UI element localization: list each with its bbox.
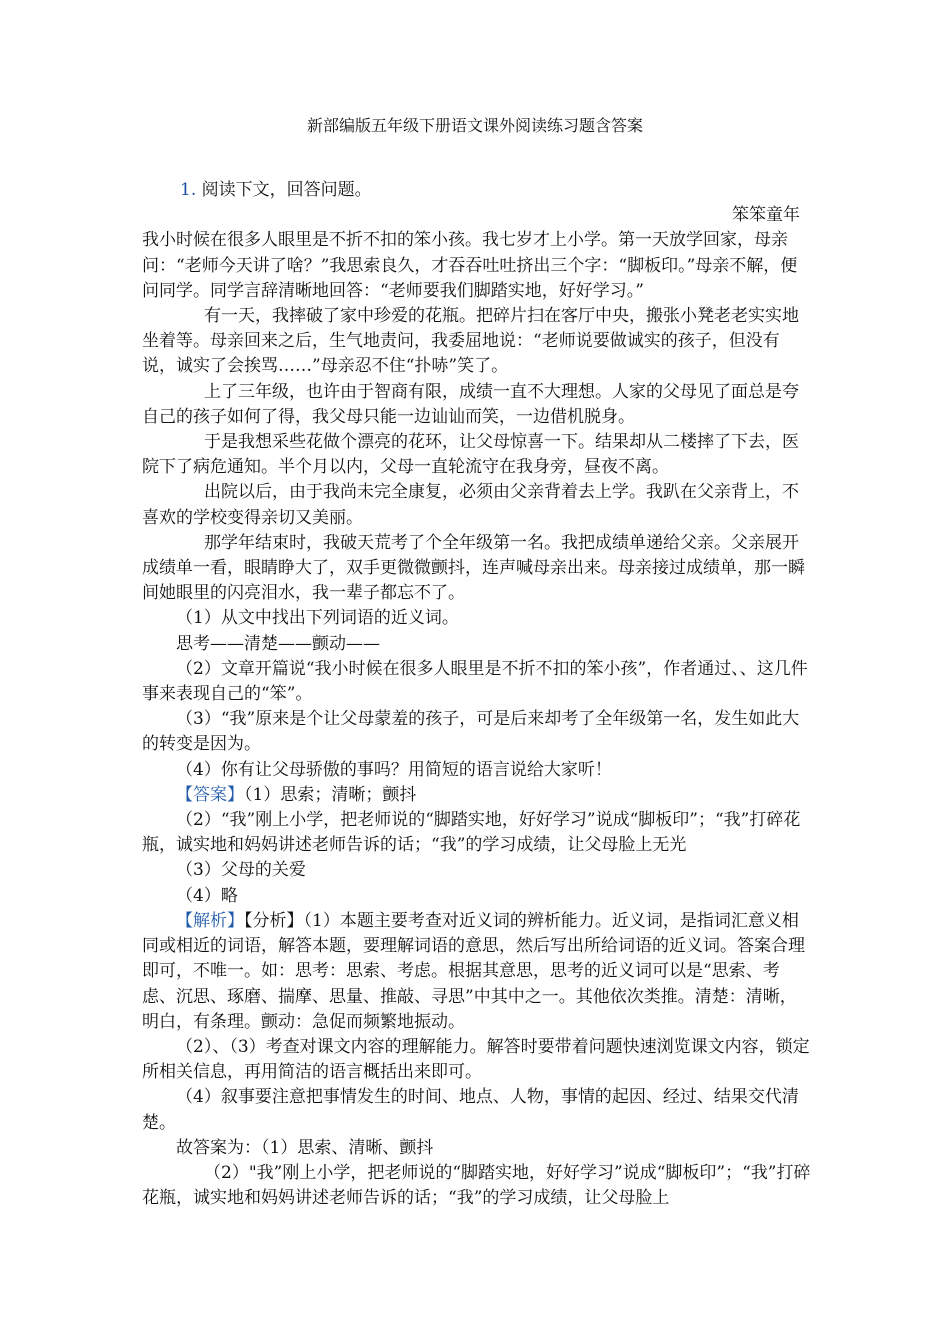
analysis-4: 故答案为：（1）思索、清晰、颤抖 [176, 1137, 434, 1158]
analysis-3: （4）叙事要注意把事情发生的时间、地点、人物，事情的起因、经过、结果交代清楚。 [142, 1087, 799, 1133]
analysis-2: （2）、（3）考查对课文内容的理解能力。解答时要带着问题快速浏览课文内容，锁定所相关信息，再用简洁的语言概括出来即可。 [142, 1036, 810, 1083]
analysis-tag: 【解析】 [176, 910, 244, 931]
analysis-1-text: 【分析】（1）本题主要考查对近义词的辨析能力。近义词，是指词汇意义相同或相近的词语，解答本题，要理解词语的意思，然后写出所给词语的近义词。答案合理即可，不唯一。如：思考：思索、考虑。根据其意思，思考的近义词可以是“思索、考虑、沉思、琢磨、揣摩、思量、推敲、寻思”中其中之一。其他依次类推。清楚：清晰，明白，有条理。颤动：急促而频繁地振动。 [142, 910, 805, 1032]
story-paragraph-2: 有一天，我摔破了家中珍爱的花瓶。把碎片扫在客厅中央，搬张小凳老老实实地坐着等。母亲回来之后，生气地责问，我委屈地说：“老师说要做诚实的孩子，但没有说，诚实了会挨骂……”母亲忍不住“扑哧”笑了。 [142, 306, 799, 377]
story-paragraph-3: 上了三年级，也许由于智商有限，成绩一直不大理想。人家的父母见了面总是夸自己的孩子如何了得，我父母只能一边讪讪而笑，一边借机脱身。 [142, 381, 799, 427]
answer-4: （4）略 [176, 885, 238, 906]
subquestion-4: （4）你有让父母骄傲的事吗？用简短的语言说给大家听！ [176, 759, 612, 780]
story-title: 笨笨童年 [732, 205, 800, 226]
document-body [142, 178, 812, 1211]
story-paragraph-6: 那学年结束时，我破天荒考了个全年级第一名。我把成绩单递给父亲。父亲展开成绩单一看，眼睛睁大了，双手更微微颤抖，连声喊母亲出来。母亲接过成绩单，那一瞬间她眼里的闪亮泪水，我一辈子都忘不了。 [142, 532, 805, 604]
answer-tag: 【答案】 [176, 784, 244, 805]
analysis-5: （2）"我”刚上小学，把老师说的“脚踏实地，好好学习”说成“脚板印”；“我”打碎花瓶，诚实地和妈妈讲述老师告诉的话；“我”的学习成绩，让父母脸上 [142, 1162, 811, 1209]
answer-1-text: （1）思索；清晰；颤抖 [244, 784, 417, 805]
document-title: 新部编版五年级下册语文课外阅读练习题含答案 [306, 116, 643, 135]
answer-2: （2）“我”刚上小学，把老师说的“脚踏实地，好好学习”说成“脚板印”；“我”打碎花瓶，诚实地和妈妈讲述老师告诉的话；“我”的学习成绩，让父母脸上无光 [142, 810, 801, 856]
answer-3: （3）父母的关爱 [176, 860, 306, 881]
answer-1 [142, 783, 812, 808]
story-paragraph-4: 于是我想采些花做个漂亮的花环，让父母惊喜一下。结果却从二楼摔了下去，医院下了病危通知。半个月以内，父母一直轮流守在我身旁，昼夜不离。 [142, 432, 799, 478]
subquestion-2: （2）文章开篇说“我小时候在很多人眼里是不折不扣的笨小孩”，作者通过、、这几件事来表现自己的“笨”。 [142, 658, 808, 705]
subquestion-1-words: 思考——清楚——颤动—— [176, 633, 380, 654]
story-paragraph-5: 出院以后，由于我尚未完全康复，必须由父亲背着去上学。我趴在父亲背上，不喜欢的学校变得亲切又美丽。 [142, 482, 799, 528]
subquestion-3: （3）“我”原来是个让父母蒙羞的孩子，可是后来却考了全年级第一名，发生如此大的转变是因为。 [142, 709, 800, 755]
subquestion-1: （1）从文中找出下列词语的近义词。 [176, 608, 459, 629]
question-number: 1. [180, 180, 197, 200]
story-paragraph-1: 我小时候在很多人眼里是不折不扣的笨小孩。我七岁才上小学。第一天放学回家，母亲问：“老师今天讲了啥？”我思索良久，才吞吞吐吐挤出三个字：“脚板印。”母亲不解，便问同学。同学言辞清晰地回答：“老师要我们脚踏实地，好好学习。” [142, 230, 798, 301]
question-heading [142, 178, 812, 203]
question-prompt: 阅读下文，回答问题。 [201, 180, 372, 200]
analysis-1 [142, 909, 812, 1035]
